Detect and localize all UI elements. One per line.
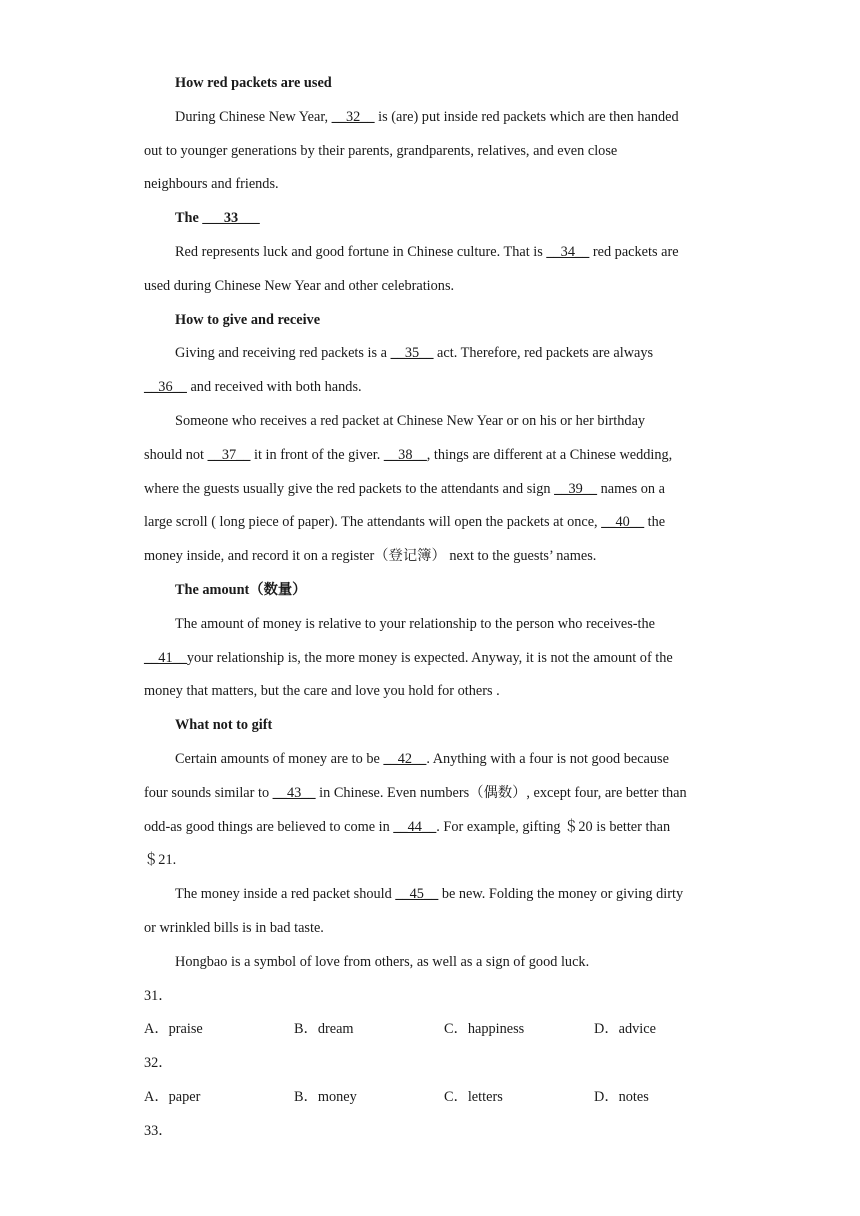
section-heading-use: How red packets are used (175, 75, 332, 91)
paragraph-line: __41__your relationship is, the more money is expected. Anyway, it is not the amount of the (144, 650, 673, 666)
blank-43: __43__ (272, 785, 316, 801)
option-a: A．praise (144, 1021, 203, 1037)
blank-32: __32__ (331, 109, 375, 125)
paragraph-line: The money inside a red packet should __45__ be new. Folding the money or giving dirty (175, 886, 684, 902)
section-heading-amount: The amount（数量） (175, 582, 307, 598)
paragraph-line: __36__ and received with both hands. (144, 379, 362, 395)
paragraph-line: large scroll ( long piece of paper). The attendants will open the packets at once, __40__ the (144, 514, 666, 530)
option-b: B．dream (294, 1021, 354, 1037)
paragraph-line: out to younger generations by their parents, grandparents, relatives, and even close (144, 143, 618, 159)
blank-39: __39__ (554, 481, 598, 497)
blank-41: __41__ (144, 650, 187, 666)
paragraph-line: odd-as good things are believed to come in __44__. For example, gifting ＄20 is better than (144, 819, 671, 835)
question-number: 31． (144, 988, 173, 1004)
paragraph-line: used during Chinese New Year and other celebrations. (144, 278, 455, 294)
blank-44: __44__ (393, 819, 437, 835)
blank-40: __40__ (601, 514, 645, 530)
paragraph-line: Someone who receives a red packet at Chinese New Year or on his or her birthday (175, 413, 646, 429)
section-heading-give: How to give and receive (175, 312, 321, 328)
option-c: C．letters (444, 1089, 503, 1105)
paragraph-line: should not __37__ it in front of the giver. __38__, things are different at a Chinese wedding, (144, 447, 673, 463)
paragraph-line: money inside, and record it on a register（登记簿） next to the guests’ names. (144, 548, 597, 564)
blank-33: ___33___ (202, 210, 260, 226)
option-c: C．happiness (444, 1021, 525, 1037)
blank-42: __42__ (383, 751, 427, 767)
question-number: 32． (144, 1055, 173, 1071)
blank-36: __36__ (144, 379, 187, 395)
paragraph-line: Certain amounts of money are to be __42__. Anything with a four is not good because (175, 751, 669, 767)
section-heading-notgift: What not to gift (175, 717, 273, 733)
option-d: D．notes (594, 1089, 649, 1105)
paragraph-line: Hongbao is a symbol of love from others, as well as a sign of good luck. (175, 954, 590, 970)
blank-34: __34__ (546, 244, 590, 260)
blank-35: __35__ (390, 345, 434, 361)
blank-45: __45__ (395, 886, 439, 902)
paragraph-line: four sounds similar to __43__ in Chinese. Even numbers（偶数）, except four, are better than (144, 785, 687, 801)
paragraph-line: money that matters, but the care and love you hold for others . (144, 683, 500, 699)
blank-37: __37__ (207, 447, 251, 463)
option-b: B．money (294, 1089, 357, 1105)
question-number: 33． (144, 1123, 173, 1139)
paragraph-line: or wrinkled bills is in bad taste. (144, 920, 324, 936)
option-d: D．advice (594, 1021, 656, 1037)
paragraph-line: Giving and receiving red packets is a __35__ act. Therefore, red packets are always (175, 345, 654, 361)
option-a: A．paper (144, 1089, 201, 1105)
section-heading-33: The ___33___ (175, 210, 260, 226)
paragraph-line: Red represents luck and good fortune in Chinese culture. That is __34__ red packets are (175, 244, 679, 260)
blank-38: __38__ (383, 447, 427, 463)
paragraph-line: During Chinese New Year, __32__ is (are) put inside red packets which are then handed (175, 109, 679, 125)
paragraph-line: where the guests usually give the red packets to the attendants and sign __39__ names on a (144, 481, 665, 497)
paragraph-line: The amount of money is relative to your relationship to the person who receives-the (175, 616, 655, 632)
paragraph-line: ＄21. (144, 852, 177, 868)
paragraph-line: neighbours and friends. (144, 176, 279, 192)
